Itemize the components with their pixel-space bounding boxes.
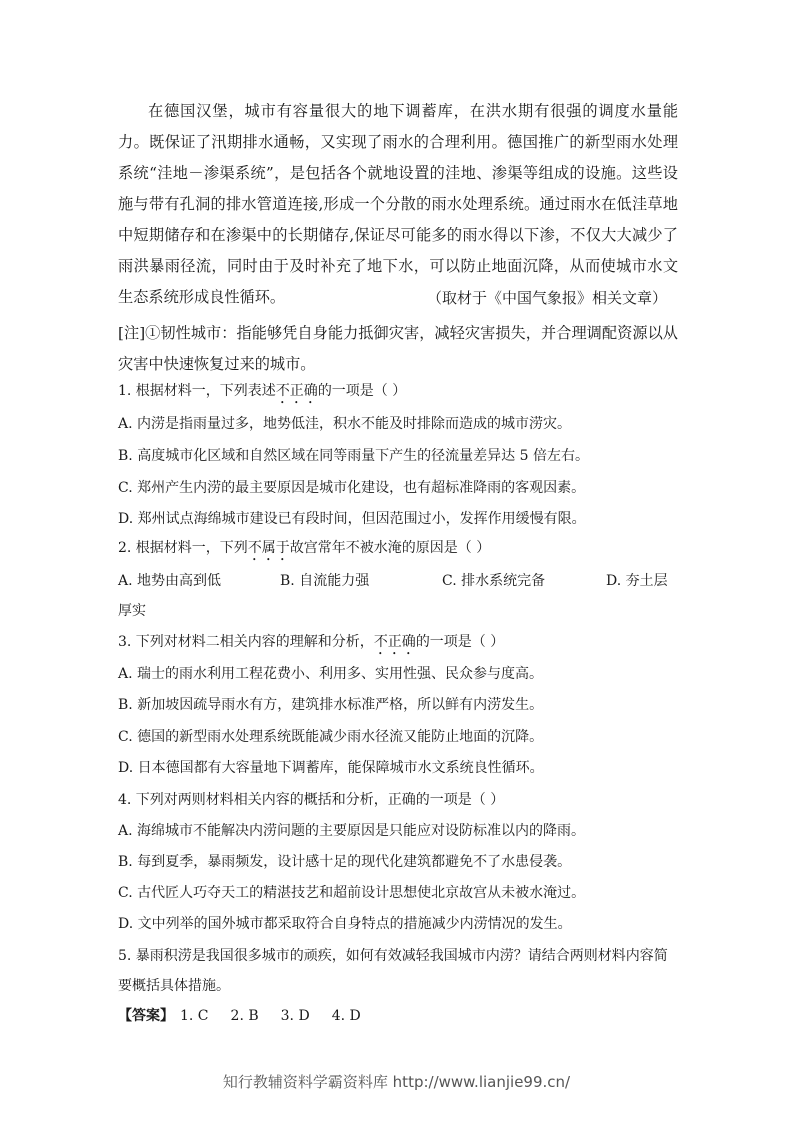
question-1-option-b: B. 高度城市化区域和自然区域在同等雨量下产生的径流量差异达 5 倍左右。 bbox=[118, 448, 589, 464]
answer-item: 4. D bbox=[331, 1008, 361, 1024]
question-2-option-d-wrap: 厚实 bbox=[118, 603, 146, 619]
answer-item: 3. D bbox=[280, 1008, 310, 1024]
question-5-stem-line-1: 5. 暴雨积涝是我国很多城市的顽疾，如何有效减轻我国城市内涝？请结合两则材料内容简 bbox=[118, 948, 668, 964]
question-1-option-d: D. 郑州试点海绵城市建设已有段时间，但因范围过小，发挥作用缓慢有限。 bbox=[118, 511, 586, 527]
answer-item: 1. C bbox=[180, 1008, 209, 1024]
answer-line bbox=[118, 1006, 361, 1026]
question-2-option-b: B. 自流能力强 bbox=[280, 573, 370, 589]
question-3-option-a: A. 瑞士的雨水利用工程花费小、利用多、实用性强、民众参与度高。 bbox=[118, 666, 544, 682]
question-2-option-d: D. 夯土层 bbox=[606, 573, 668, 589]
question-4-option-c: C. 古代匠人巧夺天工的精湛技艺和超前设计思想使北京故宫从未被水淹过。 bbox=[118, 885, 586, 901]
question-3-option-d: D. 日本德国都有大容量地下调蓄库，能保障城市水文系统良性循环。 bbox=[118, 760, 544, 776]
question-2-option-a: A. 地势由高到低 bbox=[118, 573, 222, 589]
emphasis-text: 不正确 bbox=[275, 383, 318, 399]
question-5-stem-line-2: 要概括具体措施。 bbox=[118, 978, 230, 994]
question-2-stem: 2. 根据材料一，下列不属于故宫常年不被水淹的原因是（ ） bbox=[118, 540, 491, 556]
question-4-option-b: B. 每到夏季，暴雨频发，设计感十足的现代化建筑都避免不了水患侵袭。 bbox=[118, 854, 572, 870]
question-3-option-c: C. 德国的新型雨水处理系统既能减少雨水径流又能防止地面的沉降。 bbox=[118, 729, 544, 745]
answer-item: 2. B bbox=[230, 1008, 259, 1024]
question-1-option-c: C. 郑州产生内涝的最主要原因是城市化建设，也有超标准降雨的客观因素。 bbox=[118, 480, 586, 496]
emphasis-text: 不正确 bbox=[373, 634, 416, 650]
question-4-option-d: D. 文中列举的国外城市都采取符合自身特点的措施减少内涝情况的发生。 bbox=[118, 916, 572, 932]
emphasis-text: 不属于 bbox=[247, 540, 290, 556]
footer-watermark: 知行教辅资料学霸资料库 http://www.lianjie99.cn/ bbox=[222, 1073, 571, 1091]
footnote: [注]①韧性城市：指能够凭自身能力抵御灾害，减轻灾害损失，并合理调配资源以从灾害中快速恢复过来的城市。 bbox=[118, 324, 678, 373]
question-3-option-b: B. 新加坡因疏导雨水有方，建筑排水标准严格，所以鲜有内涝发生。 bbox=[118, 697, 544, 713]
material-paragraph: 在德国汉堡，城市有容量很大的地下调蓄库，在洪水期有很强的调度水量能力。既保证了汛期排水通畅，又实现了雨水的合理利用。德国推广的新型雨水处理系统“洼地－渗渠系统”，是包括各个就地设置的洼地、渗渠等组成的设施。这些设施与带有孔洞的排水管道连接,形成一个分散的雨水处理系统。通过雨水在低洼草地中短期储存和在渗渠中的长期储存,保证尽可能多的雨水得以下渗，不仅大大减少了雨洪暴雨径流，同时由于及时补充了地下水，可以防止地面沉降，从而使城市水文生态系统形成良性循环。 bbox=[118, 102, 678, 306]
question-1-stem: 1. 根据材料一，下列表述不正确的一项是（ ） bbox=[118, 383, 407, 399]
question-2-option-c: C. 排水系统完备 bbox=[442, 573, 546, 589]
question-3-stem: 3. 下列对材料二相关内容的理解和分析，不正确的一项是（ ） bbox=[118, 634, 505, 650]
question-1-option-a: A. 内涝是指雨量过多，地势低洼，积水不能及时排除而造成的城市涝灾。 bbox=[118, 416, 572, 432]
question-4-stem: 4. 下列对两则材料相关内容的概括和分析，正确的一项是（ ） bbox=[118, 792, 505, 808]
source-citation: （取材于《中国气象报》相关文章） bbox=[426, 289, 667, 307]
question-4-option-a: A. 海绵城市不能解决内涝问题的主要原因是只能应对设防标准以内的降雨。 bbox=[118, 823, 586, 839]
answer-tag: 【答案】 bbox=[118, 1008, 174, 1024]
